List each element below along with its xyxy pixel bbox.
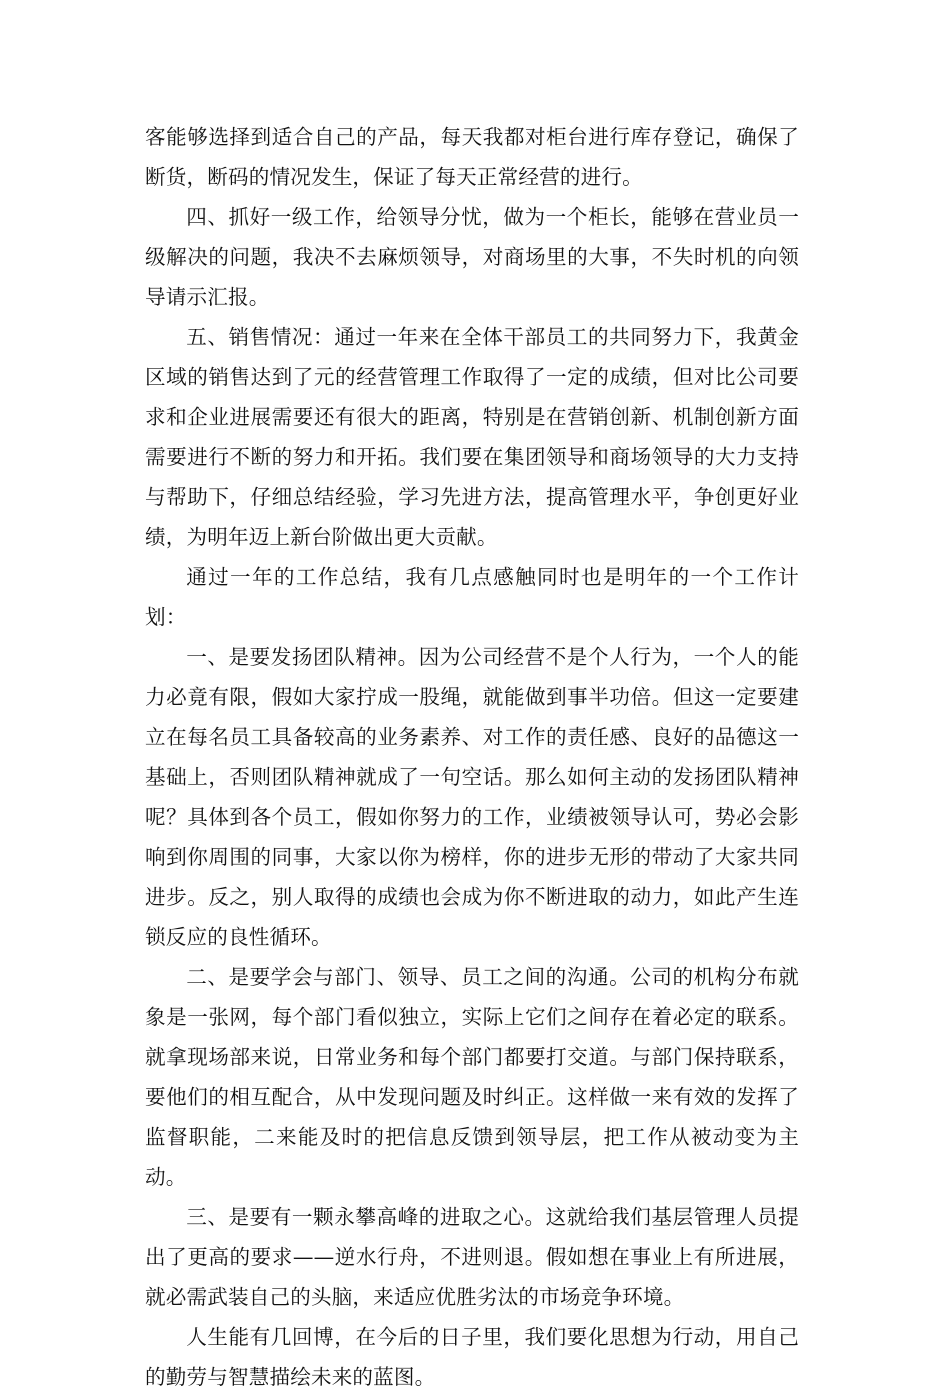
paragraph-3: 五、销售情况：通过一年来在全体干部员工的共同努力下，我黄金区域的销售达到了元的经营管理工作取得了一定的成绩，但对比公司要求和企业进展需要还有很大的距离，特别是在营销创新、机制创新方面需要进行不断的努力和开拓。我们要在集团领导和商场领导的大力支持与帮助下，仔细总结经验，学习先进方法，提高管理水平，争创更好业绩，为明年迈上新台阶做出更大贡献。 — [145, 325, 799, 549]
paragraph-5: 一、是要发扬团队精神。因为公司经营不是个人行为，一个人的能力必竟有限，假如大家拧成一股绳，就能做到事半功倍。但这一定要建立在每名员工具备较高的业务素养、对工作的责任感、良好的品德这一基础上，否则团队精神就成了一句空话。那么如何主动的发扬团队精神呢？具体到各个员工，假如你努力的工作，业绩被领导认可，势必会影响到你周围的同事，大家以你为榜样，你的进步无形的带动了大家共同进步。反之，别人取得的成绩也会成为你不断进取的动力，如此产生连锁反应的良性循环。 — [145, 645, 799, 949]
paragraph-8: 人生能有几回博，在今后的日子里，我们要化思想为行动，用自己的勤劳与智慧描绘未来的蓝图。 — [145, 1325, 799, 1389]
document-body — [145, 117, 799, 1397]
paragraph-4: 通过一年的工作总结，我有几点感触同时也是明年的一个工作计划： — [145, 565, 799, 629]
paragraph-6: 二、是要学会与部门、领导、员工之间的沟通。公司的机构分布就象是一张网，每个部门看似独立，实际上它们之间存在着必定的联系。就拿现场部来说，日常业务和每个部门都要打交道。与部门保持联系，要他们的相互配合，从中发现问题及时纠正。这样做一来有效的发挥了监督职能，二来能及时的把信息反馈到领导层，把工作从被动变为主动。 — [145, 965, 799, 1189]
paragraph-1: 客能够选择到适合自己的产品，每天我都对柜台进行库存登记，确保了断货，断码的情况发生，保证了每天正常经营的进行。 — [145, 125, 799, 189]
paragraph-7: 三、是要有一颗永攀高峰的进取之心。这就给我们基层管理人员提出了更高的要求——逆水行舟，不进则退。假如想在事业上有所进展，就必需武装自己的头脑，来适应优胜劣汰的市场竞争环境。 — [145, 1205, 799, 1309]
paragraph-2: 四、抓好一级工作，给领导分忧，做为一个柜长，能够在营业员一级解决的问题，我决不去麻烦领导，对商场里的大事，不失时机的向领导请示汇报。 — [145, 205, 799, 309]
